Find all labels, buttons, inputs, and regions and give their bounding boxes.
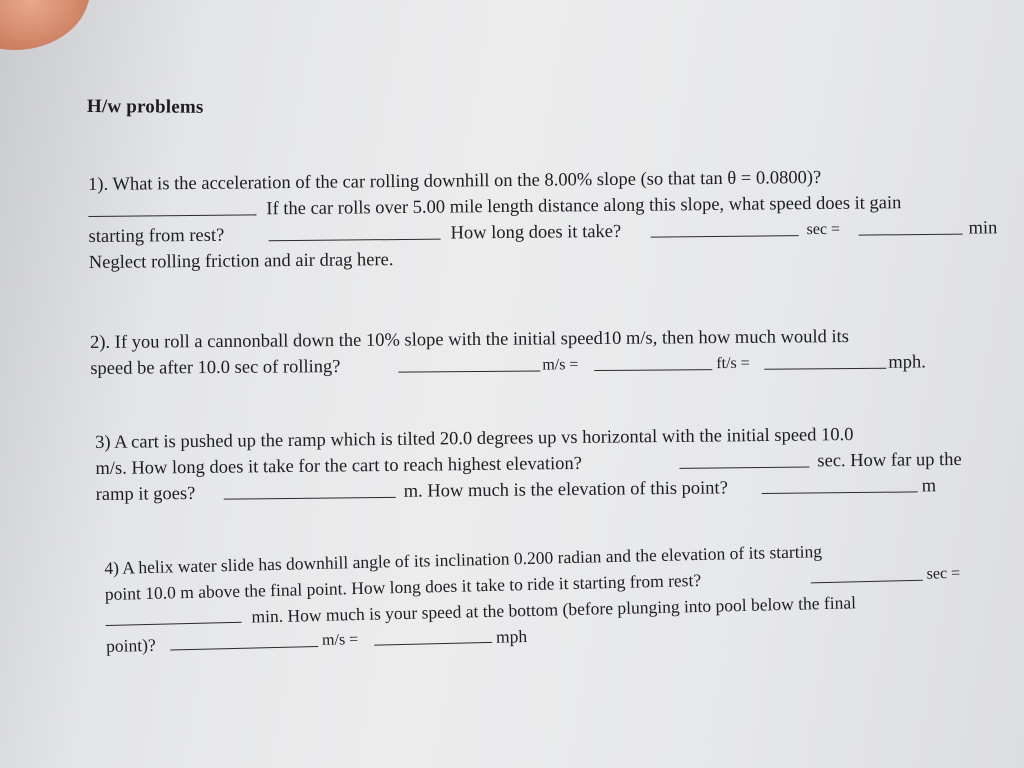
p2-fts-label: ft/s = — [716, 354, 750, 373]
p2-ms-blank[interactable] — [398, 352, 540, 372]
page-title: H/w problems — [86, 96, 204, 118]
p4-time-min-blank[interactable] — [105, 604, 241, 626]
p3-line2-start: m/s. How long does it take for the cart to reach highest elevation? — [95, 453, 583, 479]
p1-time-sec-blank[interactable] — [650, 217, 798, 237]
p3-elevation-blank[interactable] — [762, 473, 918, 494]
p2-mph-label: mph. — [888, 352, 926, 373]
problem-3 — [95, 425, 962, 508]
p4-line4-start: point)? — [105, 634, 156, 656]
p1-line4: Neglect rolling friction and air drag here. — [88, 250, 394, 273]
p4-ms-label: m/s = — [321, 631, 359, 649]
p1-line1: 1). What is the acceleration of the car rolling downhill on the 8.00% slope (so that tan θ = 0.0800)? — [88, 167, 822, 195]
p2-fts-blank[interactable] — [594, 351, 712, 371]
p4-line3: min. How much is your speed at the bottom (before plunging into pool below the final — [251, 592, 857, 627]
p3-time-blank[interactable] — [679, 449, 809, 469]
p1-min-label: min — [968, 218, 998, 239]
p3-m-label: m — [921, 476, 937, 497]
p1-line3-time: How long does it take? — [450, 221, 622, 244]
p2-line1: 2). If you roll a cannonball down the 10% slope with the initial speed10 m/s, then how much would its — [90, 327, 850, 353]
p4-mph-label: mph — [495, 626, 528, 647]
p1-line2: If the car rolls over 5.00 mile length distance along this slope, what speed does it gain — [266, 193, 902, 220]
p4-ms-blank[interactable] — [170, 628, 318, 650]
p3-line3-start: ramp it goes? — [95, 483, 196, 505]
p3-line3-mid: m. How much is the elevation of this point? — [403, 478, 728, 502]
p2-mph-blank[interactable] — [764, 350, 886, 370]
problem-1 — [88, 167, 998, 276]
p3-distance-blank[interactable] — [224, 479, 396, 500]
p1-speed-blank[interactable] — [268, 221, 440, 242]
p3-line2-end: sec. How far up the — [817, 449, 962, 472]
p2-ms-label: m/s = — [542, 356, 579, 374]
p1-acceleration-blank[interactable] — [88, 196, 256, 217]
p4-line2-start: point 10.0 m above the final point. How long does it take to ride it starting from rest? — [104, 569, 702, 604]
p2-line2-start: speed be after 10.0 sec of rolling? — [90, 357, 341, 379]
p4-line1: 4) A helix water slide has downhill angle of its inclination 0.200 radian and the elevation of its starting — [104, 541, 823, 578]
p4-mph-blank[interactable] — [374, 624, 492, 646]
p1-sec-label: sec = — [806, 220, 841, 239]
p1-line3-start: starting from rest? — [88, 225, 225, 247]
p4-sec-label: sec = — [926, 564, 961, 583]
p1-time-min-blank[interactable] — [858, 216, 962, 236]
p3-line1: 3) A cart is pushed up the ramp which is tilted 20.0 degrees up vs horizontal with the initial speed 10.0 — [95, 425, 854, 453]
p4-time-sec-blank[interactable] — [810, 562, 922, 584]
